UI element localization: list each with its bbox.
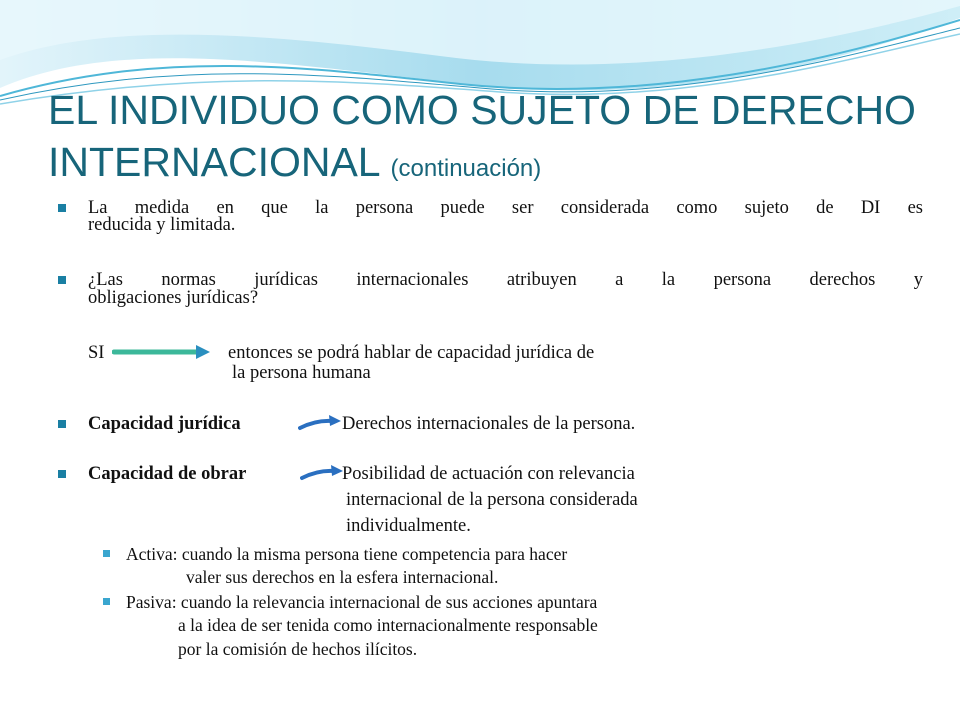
title-line-2: INTERNACIONAL: [48, 139, 380, 185]
bullet-marker: [58, 204, 66, 212]
title-line-1: EL INDIVIDUO COMO SUJETO DE DERECHO: [48, 87, 916, 133]
activa-line-1: Activa: cuando la misma persona tiene competencia para hacer: [126, 544, 568, 564]
pasiva-line-1: Pasiva: cuando la relevancia internacional de sus acciones apuntara: [126, 592, 598, 612]
sub-bullet-marker: [103, 598, 110, 605]
capacidad-obrar-definition-line-1: Posibilidad de actuación con relevancia: [342, 464, 635, 484]
pasiva-line-3: por la comisión de hechos ilícitos.: [178, 639, 418, 659]
si-label: SI: [88, 343, 105, 363]
bullet-1-line-1: La medida en que la persona puede ser considerada como sujeto de DI es: [88, 198, 923, 218]
si-consequence-line-1: entonces se podrá hablar de capacidad jurídica de: [228, 343, 595, 363]
capacidad-juridica-definition: Derechos internacionales de la persona.: [342, 414, 636, 434]
capacidad-obrar-term: Capacidad de obrar: [88, 464, 247, 484]
bullet-marker: [58, 470, 66, 478]
title-subtitle: (continuación): [390, 155, 542, 182]
blue-arrow-icon: [300, 464, 344, 482]
pasiva-line-2: a la idea de ser tenida como internacionalmente responsable: [178, 615, 598, 635]
activa-line-2: valer sus derechos en la esfera internacional.: [186, 567, 499, 587]
bullet-2-line-1: ¿Las normas jurídicas internacionales atribuyen a la persona derechos y: [88, 270, 923, 290]
blue-arrow-icon: [298, 414, 342, 432]
capacidad-juridica-term: Capacidad jurídica: [88, 414, 241, 434]
bullet-marker: [58, 420, 66, 428]
slide-title: [48, 84, 928, 195]
capacidad-obrar-definition-line-3: individualmente.: [346, 516, 471, 536]
green-arrow-icon: [112, 342, 212, 362]
bullet-2-line-2: obligaciones jurídicas?: [88, 288, 259, 308]
bullet-marker: [58, 276, 66, 284]
sub-bullet-marker: [103, 550, 110, 557]
si-consequence-line-2: la persona humana: [232, 363, 371, 383]
capacidad-obrar-definition-line-2: internacional de la persona considerada: [346, 490, 638, 510]
bullet-1-line-2: reducida y limitada.: [88, 215, 236, 235]
